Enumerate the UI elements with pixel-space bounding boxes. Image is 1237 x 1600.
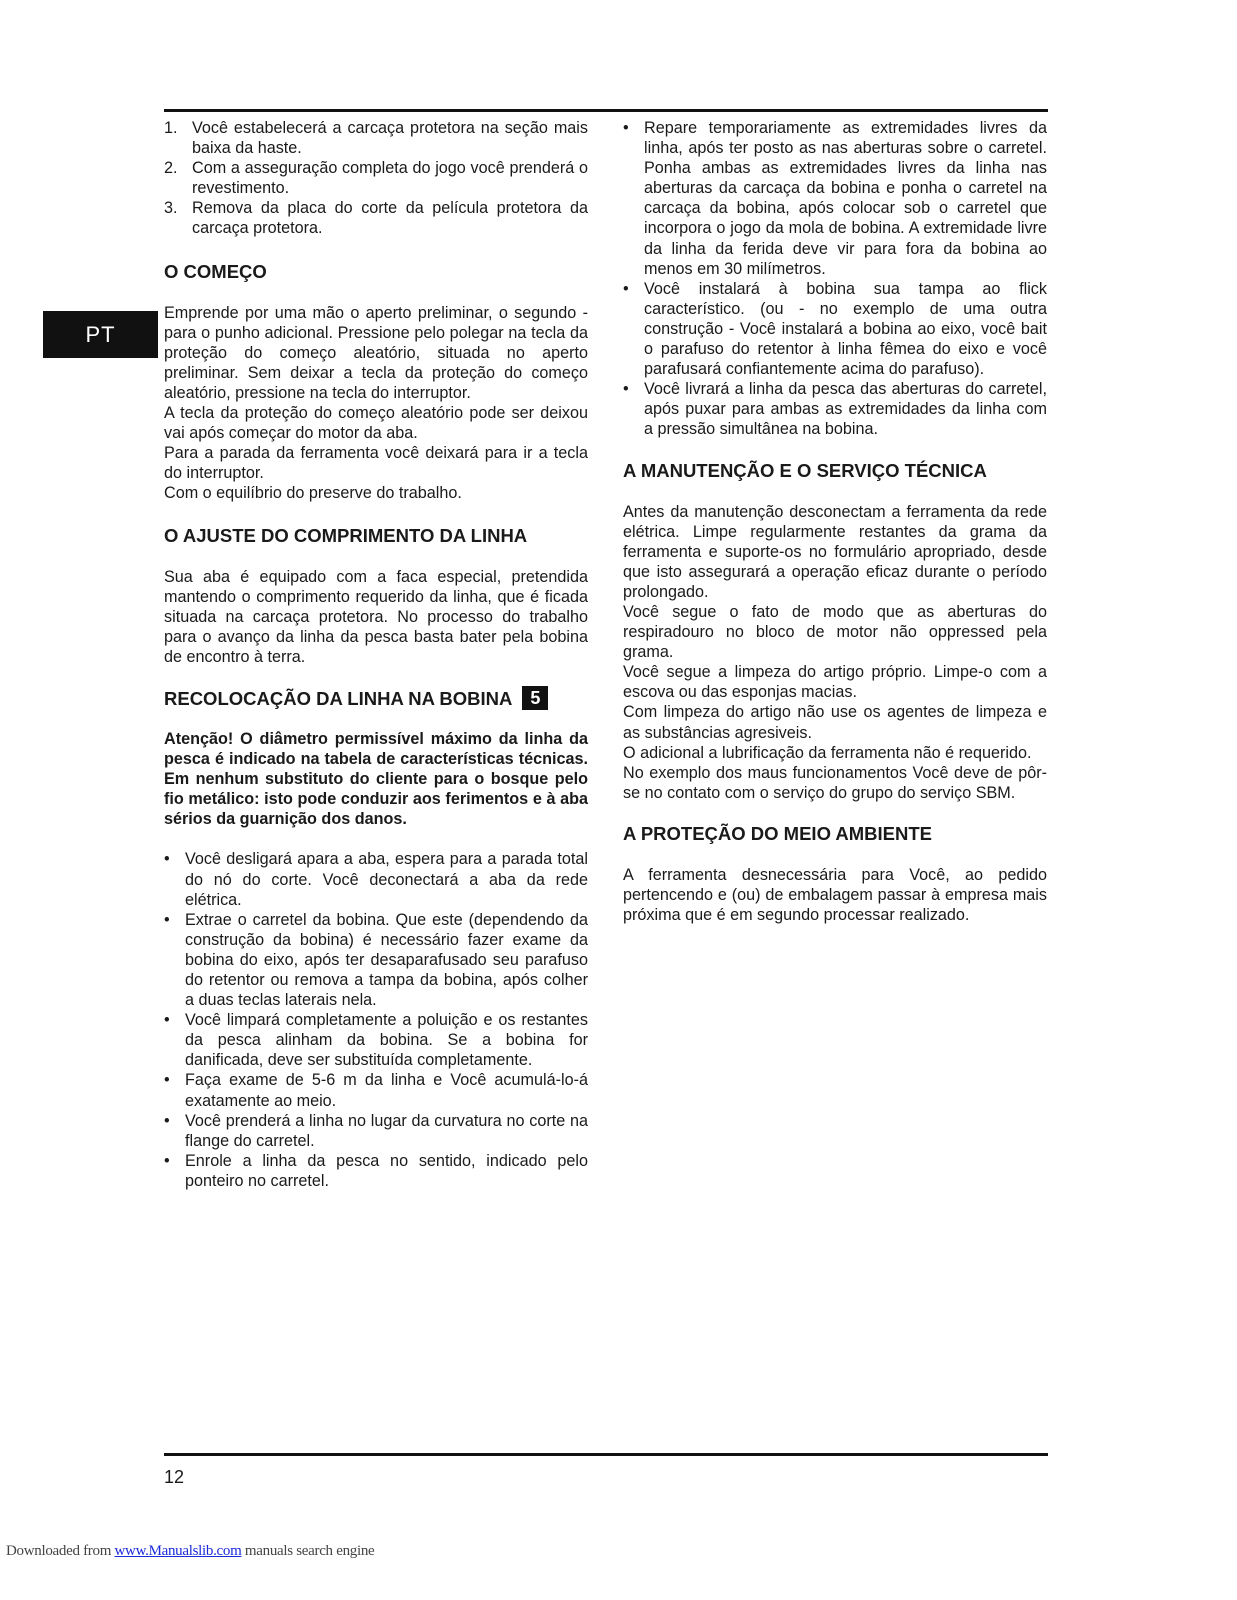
list-item: [164, 1111, 588, 1151]
item-text: Você estabelecerá a carcaça protetora na seção mais baixa da haste.: [192, 119, 588, 158]
list-item: [164, 158, 588, 198]
bullet-icon: •: [164, 1111, 170, 1130]
list-item: [164, 910, 588, 1010]
item-text: Enrole a linha da pesca no sentido, indicado pelo ponteiro no carretel.: [185, 1151, 588, 1190]
paragraph: Emprende por uma mão o aperto preliminar, o segundo - para o punho adicional. Pressione pelo polegar na tecla da proteção do começo aleatório, situada no aperto preliminar. Sem deixar a tecla da proteção do começo aleatório, pressione na tecla do interruptor.: [164, 303, 588, 402]
paragraph: Para a parada da ferramenta você deixará para ir a tecla do interruptor.: [164, 444, 588, 483]
bullet-icon: •: [623, 119, 629, 137]
heading-comeco: O COMEÇO: [164, 260, 267, 282]
item-text: Você prenderá a linha no lugar da curvatura no corte na flange do carretel.: [185, 1111, 588, 1150]
paragraph: Com o equilíbrio do preserve do trabalho.: [164, 484, 462, 503]
list-item: [164, 118, 588, 158]
heading-protecao: A PROTEÇÃO DO MEIO AMBIENTE: [623, 822, 933, 844]
paragraph: No exemplo dos maus funcionamentos Você deve de pôr-se no contato com o serviço do grupo do serviço SBM.: [623, 763, 1047, 802]
list-item: [164, 1010, 588, 1070]
bullet-icon: •: [164, 1011, 170, 1030]
item-number: 2.: [164, 159, 178, 178]
item-text: Você livrará a linha da pesca das aberturas do carretel, após puxar para ambas as extremidades da linha com a pressão simultânea na bobina.: [644, 380, 1047, 439]
language-tab: PT: [43, 311, 158, 358]
paragraph: Sua aba é equipado com a faca especial, pretendida mantendo o comprimento requerido da linha, que é ficada situada na carcaça protetora. No processo do trabalho para o avanço da linha da pesca basta bater pela bobina de encontro à terra.: [164, 567, 588, 666]
page-number: 12: [164, 1467, 185, 1487]
item-text: Com a asseguração completa do jogo você prenderá o revestimento.: [192, 159, 588, 198]
left-column: [164, 118, 588, 1191]
manualslib-link[interactable]: www.Manualslib.com: [114, 1543, 242, 1559]
list-item: [164, 198, 588, 238]
top-rule: [164, 109, 1048, 112]
right-column: [623, 118, 1047, 925]
paragraph: Com limpeza do artigo não use os agentes de limpeza e as substâncias agresiveis.: [623, 703, 1047, 742]
heading-recolocacao: [164, 686, 588, 710]
bullet-icon: •: [164, 850, 170, 869]
manutencao-section: [623, 502, 1047, 803]
list-item: [164, 1151, 588, 1191]
heading-ajuste: O AJUSTE DO COMPRIMENTO DA LINHA: [164, 524, 528, 546]
item-text: Você instalará à bobina sua tampa ao flick característico. (ou - no exemplo de uma outra construção - Você instalará a bobina ao eixo, você bait o parafuso do retentor à linha fêmea do eixo e você parafusará confiantemente acima do parafuso).: [644, 279, 1047, 379]
numbered-list: [164, 118, 588, 239]
bullet-list: [164, 849, 588, 1191]
bullet-list: [623, 118, 1047, 440]
comeco-section: [164, 303, 588, 504]
item-number: 1.: [164, 119, 178, 137]
item-text: Extrae o carretel da bobina. Que este (dependendo da construção da bobina) é necessário fazer exame da bobina do eixo, após ter desaparafusado seu parafuso do retentor ou remova a tampa da bobina, após colher a duas teclas laterais nela.: [185, 910, 588, 1010]
footer-prefix: Downloaded from: [6, 1543, 115, 1559]
bullet-icon: •: [164, 1071, 170, 1090]
figure-badge: 5: [522, 686, 548, 710]
paragraph: A tecla da proteção do começo aleatório pode ser deixou vai após começar do motor da aba.: [164, 404, 588, 443]
list-item: [164, 849, 588, 909]
bullet-icon: •: [164, 1151, 170, 1170]
item-text: Repare temporariamente as extremidades livres da linha, após ter posto as nas aberturas sobre o carretel. Ponha ambas as extremidades livres da linha nas aberturas da carcaça da bobina e ponha o carretel na carcaça da bobina, após colocar sob o carretel que incorpora o jogo da mola de bobina. A extremidade livre da linha da ferida deve vir para fora da bobina ao menos em 30 milímetros.: [644, 119, 1047, 278]
item-text: Você desligará apara a aba, espera para a parada total do nó do corte. Você deconectará a aba da rede elétrica.: [185, 850, 588, 909]
paragraph: Você segue a limpeza do artigo próprio. Limpe-o com a escova ou das esponjas macias.: [623, 663, 1047, 702]
paragraph: Você segue o fato de modo que as aberturas do respiradouro no bloco de motor não oppressed pela grama.: [623, 602, 1047, 662]
paragraph: Antes da manutenção desconectam a ferramenta da rede elétrica. Limpe regularmente restantes da grama da ferramenta e suporte-os no formulário apropriado, desde que isto assegurará a operação eficaz durante o período prolongado.: [623, 502, 1047, 601]
list-item: [623, 118, 1047, 279]
heading-manutencao: A MANUTENÇÃO E O SERVIÇO TÉCNICA: [623, 459, 987, 481]
list-item: [623, 279, 1047, 379]
bullet-icon: •: [623, 279, 629, 298]
bullet-icon: •: [623, 380, 629, 399]
item-text: Faça exame de 5-6 m da linha e Você acumulá-lo-á exatamente ao meio.: [185, 1071, 588, 1110]
item-text: Você limpará completamente a poluição e os restantes da pesca alinham da bobina. Se a bobina for danificada, deve ser substituída completamente.: [185, 1011, 588, 1070]
item-text: Remova da placa do corte da película protetora da carcaça protetora.: [192, 199, 588, 238]
item-number: 3.: [164, 199, 178, 218]
footer-suffix: manuals search engine: [241, 1543, 375, 1559]
warning-paragraph: Atenção! O diâmetro permissível máximo da linha da pesca é indicado na tabela de características técnicas. Em nenhum substituto do cliente para o bosque pelo fio metálico: isto pode conduzir aos ferimentos e à aba sérios da guarnição dos danos.: [164, 729, 588, 829]
bottom-rule: [164, 1453, 1048, 1456]
heading-text: RECOLOCAÇÃO DA LINHA NA BOBINA: [164, 687, 513, 709]
paragraph: O adicional a lubrificação da ferramenta não é requerido.: [623, 743, 1032, 762]
list-item: [164, 1070, 588, 1110]
bullet-icon: •: [164, 910, 170, 929]
paragraph: A ferramenta desnecessária para Você, ao pedido pertencendo e (ou) de embalagem passar à empresa mais próxima que é em segundo processar realizado.: [623, 865, 1047, 925]
list-item: [623, 379, 1047, 439]
download-footer: [6, 1543, 374, 1560]
